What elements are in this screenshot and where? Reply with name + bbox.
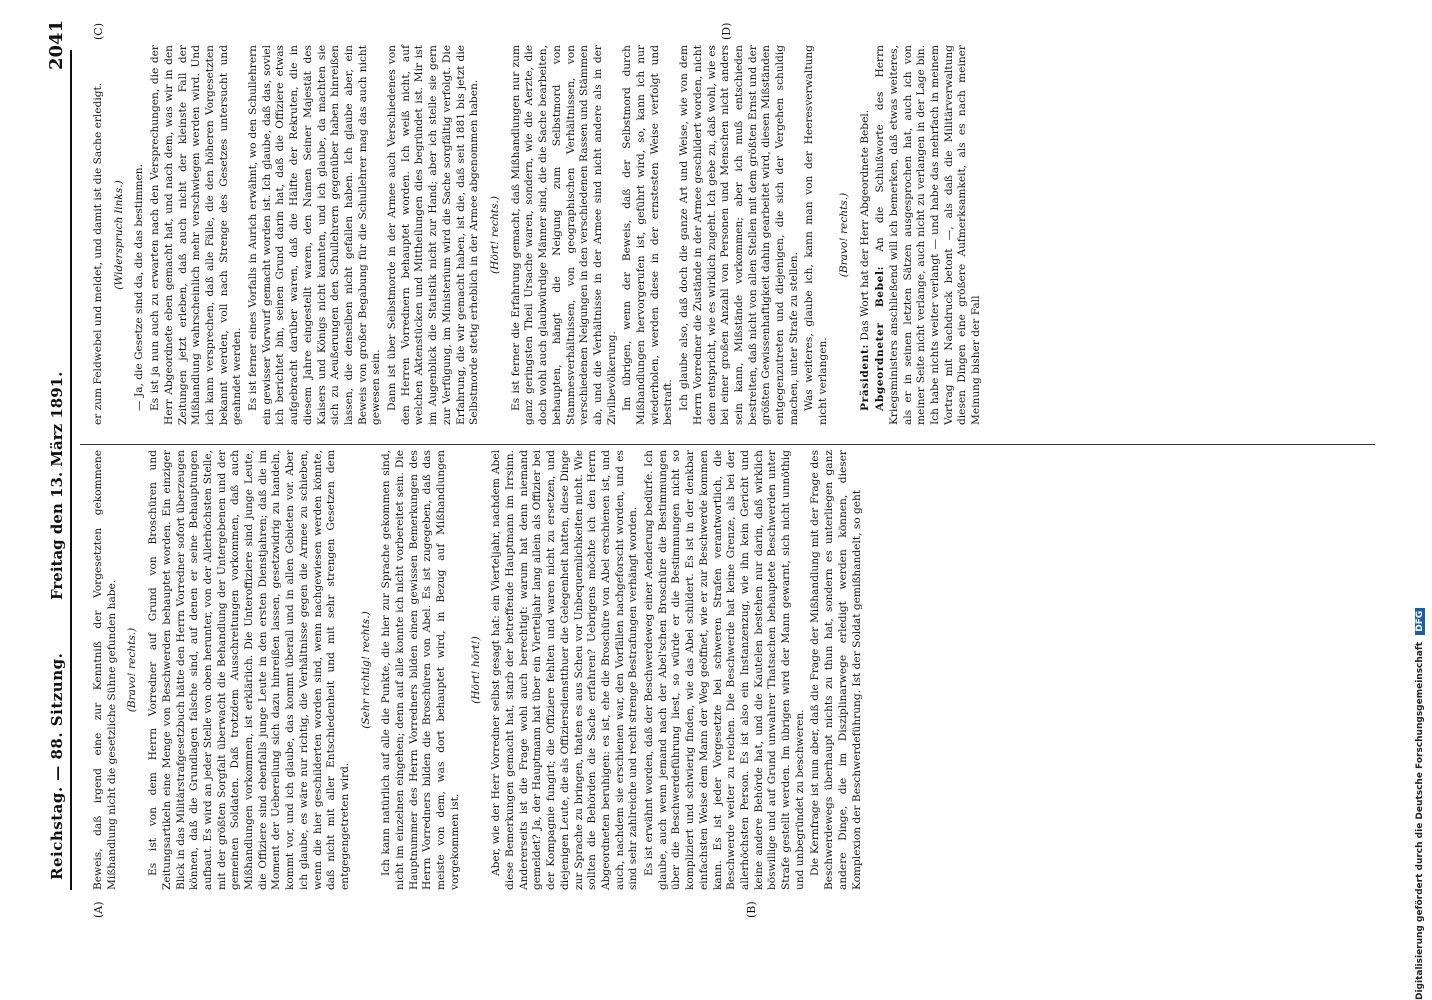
margin-marker-d: (D) [720, 22, 733, 40]
margin-marker-c: (C) [92, 23, 105, 40]
paragraph: Dann ist über Selbstmorde in der Armee auch Verschiedenes von den Herren Vorrednern behauptet worden. Ich weiß nicht, auf welchen Aktenstücken und Mittheilungen dies begründet ist. Mir ist im Augenblick die Statistik nicht zur Hand; aber ich stelle sie gern zur Verfügung, im Ministerium wird die Sache sorgfältig verfolgt. Die Erfahrung, die wir gemacht haben, ist die, daß seit 1881 bis jetzt die Selbstmorde stetig erheblich in der Armee abgenommen haben. [386, 45, 481, 425]
credit-text-line [1415, 40, 1429, 1000]
page-header [42, 0, 74, 1000]
text-column-right [92, 45, 986, 425]
text-column-left [92, 450, 866, 920]
speaker-text: An die Schlußworte des Herrn Kriegsministers anschließend will ich bemerken, daß etwas weiteres, als er in seinen letzten Sätzen ausgesprochen hat, auch ich von meiner Seite nicht verlange, auch nicht zu verlangen in der Lage bin. Ich habe nichts weiter verlangt — und habe das mehrfach in meinem Vortrag mit Nachdruck betont —, als daß die Militärverwaltung diesen Dingen eine größere Aufmerksamkeit, als es nach meiner Meinung bisher der Fall [874, 45, 983, 425]
page-number: 2041 [46, 19, 67, 70]
speaker-paragraph [859, 45, 873, 425]
interjection: (Sehr richtig! rechts.) [359, 611, 372, 729]
paragraph: Es ist erwähnt worden, daß der Beschwerdeweg einer Aenderung bedürfe. Ich glaube, auch wenn jemand nach der Abel'schen Broschüre die Bestimmungen über die Beschwerdeführung liest, so würde er die Bestimmungen nicht so kompliziert und schwierig finden, wie das Abel schildert. Es ist in der denkbar einfachsten Weise dem Mann der Weg geöffnet, wie er zur Beschwerde kommen kann. Es ist jeder Vorgesetzte bei schweren Strafen verantwortlich, die Beschwerde weiter zu reichen. Die Beschwerde hat keine Grenze, als bei der allerhöchsten Person. Es ist also ein Instanzenzug, wie ihn kein Gericht und keine andere Behörde hat, und die Kautelen bestehen nur darin, daß wirklich böswillige und auf Grund unwahrer Thatsachen behauptete Beschwerden unter Strafe gestellt werden. Im übrigen wird der Mann gewarnt, sich nicht unnöthig und unbegründet zu beschweren. [643, 450, 806, 890]
speaker-label: Präsident: [858, 343, 871, 411]
paragraph: Aber, wie der Herr Vorredner selbst gesagt hat: ein Vierteljahr, nachdem Abel diese Bemerkungen gemacht hat, starb der betreffende Hauptmann im Irrsinn. Andererseits ist die Frage wohl auch berechtigt: warum hat denn niemand gemeldet? Ja, der Hauptmann hat über ein Vierteljahr lang allein als Offizier bei der Kompagnie fungirt; die Offiziere fehlten und waren nicht zu ersetzen, und diejenigen Leute, die als Offiziersdienstthuer die Gelegenheit hatten, diese Dinge zur Sprache zu bringen, thaten es aus Scheu vor Unbequemlichkeiten nicht. Wie sollten die Behörden die Sache erfahren? Uebrigens möchte ich den Herrn Abgeordneten beruhigen: es ist, ehe die Broschüre von Abel erschienen ist, und auch, nachdem sie erschienen war, den Vorfällen nachgeforscht worden, und es sind sehr zahlreiche und recht strenge Bestrafungen verhängt worden. [490, 450, 640, 890]
paragraph: — Ja, die Gesetze sind da, die das bestimmen. [133, 164, 146, 411]
paragraph: Die Kernfrage ist nun aber, daß die Frage der Mißhandlung mit der Frage des Beschwerdewegs überhaupt nichts zu thun hat, sondern es unterliegen ganz andere Dinge, die im Disziplinarwege erledigt werden können, dieser Komplexion der Beschwerdeführung. Ist der Soldat gemißhandelt, so geht [809, 450, 863, 890]
paragraph: Es ist ferner eines Vorfalls in Aurich erwähnt, wo den Schullehrern ein gewisser Vorwurf gemacht worden ist. Ich glaube, daß das, soviel ich berichtet bin, seinen Grund darin hat, daß die Offiziere etwas aufgebracht darüber waren, daß die Hälfte der Rekruten, die in diesem Jahre eingestellt waren, den Namen Seiner Majestät des Kaisers und Königs nicht kannten, und ich glaube, da machten sie sich zu Aeußerungen den Schullehrern gegenüber haben hinreißen lassen, die denselben nicht gefallen haben. Ich glaube aber, ein Beweis von großer Begabung für die Schullehrer mag das auch nicht gewesen sein. [247, 45, 383, 425]
paragraph: Es ist ferner die Erfahrung gemacht, daß Mißhandlungen nur zum ganz geringsten Theil Ursache waren, sondern, wie die Aerzte, die doch wohl auch glaubwürdige Männer sind, die die Sache bearbeiten, behaupten, hängt die Neigung zum Selbstmord von Stammesverhältnissen, von geographischen Verhältnissen, von verschiedenen Neigungen in den verschiedenen Rassen und Stämmen ab, und die Verhältnisse in der Armee sind nicht andere als in der Zivilbevölkerung. [509, 45, 618, 425]
paragraph: Im übrigen, wenn der Beweis, daß der Selbstmord durch Mißhandlungen hervorgerufen ist, geführt wird, so, kann ich nur wiederholen, werden diese in der ernstesten Weise verfolgt und bestraft. [621, 45, 675, 425]
header-session: Reichstag. — 88. Sitzung. [48, 652, 66, 880]
interjection: (Bravo! rechts.) [126, 627, 139, 713]
interjection: (Hört! rechts.) [488, 196, 501, 274]
margin-marker-a: (A) [92, 901, 105, 918]
credit-text: Digitalisierung gefördert durch die Deutsche Forschungsgemeinschaft [1415, 641, 1425, 1000]
header-rule [70, 50, 72, 890]
header-date: Freitag den 13. März 1891. [48, 371, 66, 600]
interjection: (Widerspruch links.) [112, 180, 125, 290]
speaker-text: Das Wort hat der Herr Abgeordnete Bebel. [858, 109, 871, 341]
digitization-credit [1415, 40, 1429, 1000]
speaker-paragraph [874, 45, 984, 425]
speaker-label: Abgeordneter Bebel: [874, 265, 887, 411]
paragraph: Es ist von dem Herrn Vorredner auf Grund von Broschüren und Zeitungsartikeln eine Menge von Beschwerden behauptet worden. Ein einziger Blick in das Militärstrafgesetzbuch hätte den Herrn Vorredner sofort überzeugen können, daß die Grundlagen falsche sind, auf denen er seine Behauptungen aufbaut. Es wird an jeder Stelle von oben herunter, von der Allerhöchsten Stelle, mit der größten Sorgfalt überwacht die Behandlung der Untergebenen und der gemeinen Soldaten. Daß trotzdem Ausschreitungen vorkommen, daß auch Mißhandlungen vorkommen, ist erklärlich. Die Unteroffiziere sind junge Leute, die Offiziere sind ebenfalls junge Leute in den ersten Dienstjahren; daß die im Moment der Uebereilung sich dazu hinreißen lassen, gesetzwidrig zu handeln, kommt vor, und ich glaube, das kommt überall und in allen Gebieten vor. Aber ich glaube, es wäre nur richtig, die Verhältnisse gegen die Armee zu schieben, wenn die hier geschilderten worden sind, wenn nachgewiesen werden könnte, daß nicht mit aller Entschiedenheit und mit sehr strengen Gesetzen dem entgegengetreten wird. [147, 450, 351, 890]
paragraph: er zum Feldwebel und meldet, und damit ist die Sache erledigt. [92, 82, 104, 425]
paragraph: Was weiteres, glaube ich, kann man von der Heeresverwaltung nicht verlangen. [803, 45, 830, 425]
interjection: (Bravo! rechts.) [837, 192, 850, 278]
column-divider [80, 444, 1375, 445]
paragraph: Ich kann natürlich auf alle die Punkte, die hier zur Sprache gekommen sind, nicht im einzelnen eingehen; denn auf alle konnte ich nicht vorbereitet sein. Die Hauptnummer des Herrn Vorredners bilden einen gewissen Bemerkungen des Herrn Vorredners bilden die Broschüren von Abel. Es ist zugegeben, daß das meiste von dem, was dort behauptet wird, in Bezug auf Mißhandlungen vorgekommen ist. [380, 450, 461, 890]
margin-marker-b: (B) [745, 901, 758, 918]
dfg-logo: DFG [1415, 608, 1425, 635]
interjection: (Hört! hört!) [469, 636, 482, 704]
paragraph: Ich glaube also, daß doch die ganze Art und Weise, wie von dem Herrn Vorredner die Zustände in der Armee geschildert worden, nicht dem entspricht, wie es wirklich zugeht. Ich gebe zu, daß wohl, wie es bei einer großen Anzahl von Personen und Menschen nicht anders sein kann, Mißstände vorkommen; aber ich muß entschieden bestreiten, daß nicht von allen Stellen mit dem größten Ernst und der größten Gewissenhaftigkeit dahin gearbeitet wird, diesen Mißständen entgegenzutreten und diejenigen, die sich der Vergehen schuldig machen, unter Strafe zu stellen. [678, 45, 800, 425]
paragraph: Beweis, daß irgend eine zur Kenntniß der Vorgesetzten gekommene Mißhandlung nicht die gesetzliche Sühne gefunden habe. [92, 450, 118, 890]
paragraph: Es ist ja nun auch zu erwarten nach den Versprechungen, die der Herr Abgeordnete eben gemacht hat, und nach dem, was wir in den Zeitungen jetzt erleben, daß auch nicht der kleinste Fall der Mißhandlung wahrscheinlich mehr verschwiegen werden wird. Und ich kann versprechen, daß alle Fälle, die den höheren Vorgesetzten bekannt werden, voll nach Strenge des Gesetzes untersucht und geahndet werden. [149, 45, 244, 425]
